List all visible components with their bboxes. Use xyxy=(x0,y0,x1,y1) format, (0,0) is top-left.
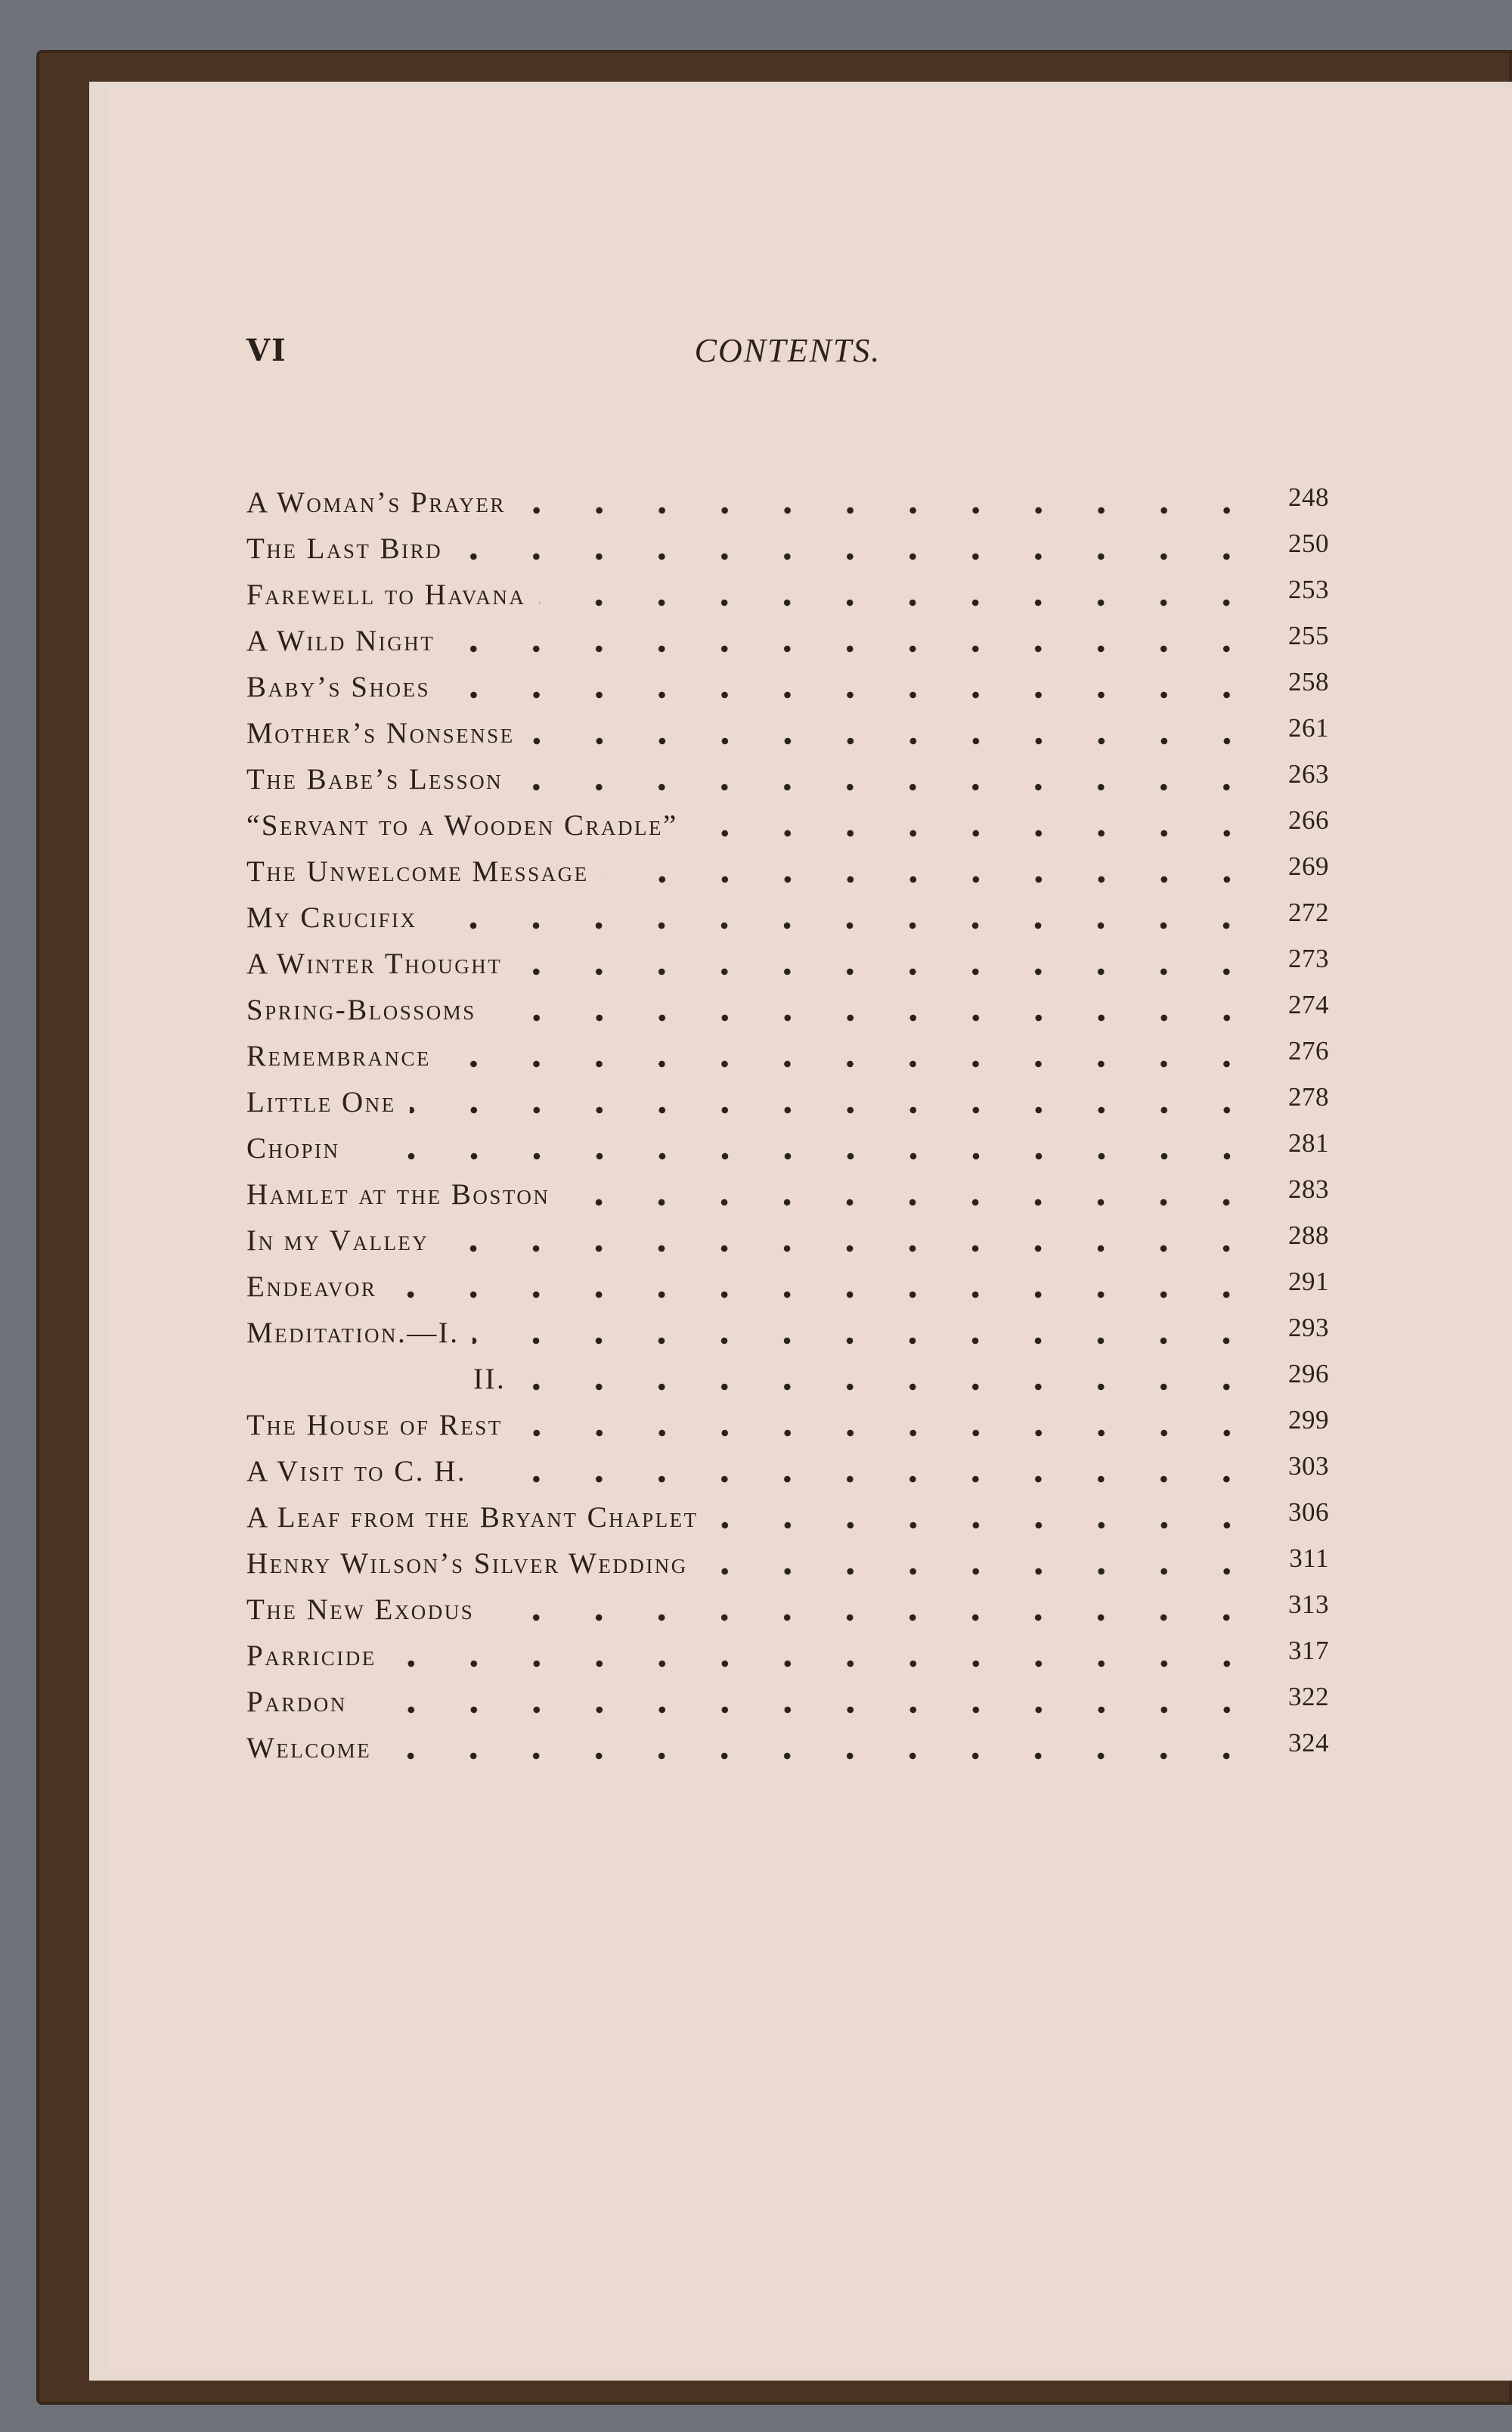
toc-entry xyxy=(246,526,1329,572)
toc-entry xyxy=(246,895,1329,941)
toc-entry xyxy=(246,1218,1329,1264)
dot-leader xyxy=(516,1428,1258,1438)
toc-entry-page: 291 xyxy=(1288,1266,1329,1296)
toc-entry-page: 311 xyxy=(1289,1543,1329,1573)
toc-entry xyxy=(246,987,1329,1033)
toc-entry-page: 255 xyxy=(1288,620,1329,650)
toc-entry-title: Hamlet at the Boston xyxy=(246,1177,563,1211)
toc-entry xyxy=(246,1310,1329,1356)
toc-entry-title: A Visit to C. H. xyxy=(246,1454,480,1488)
toc-entry-title: The Last Bird xyxy=(246,532,456,566)
dot-leader xyxy=(361,1705,1258,1714)
dot-leader xyxy=(472,1336,1258,1345)
toc-entry xyxy=(246,1033,1329,1079)
dot-leader xyxy=(448,644,1258,653)
dot-leader xyxy=(390,1290,1258,1299)
toc-entry xyxy=(246,1587,1329,1633)
toc-entry-title: The Unwelcome Message xyxy=(246,855,603,889)
dot-leader xyxy=(516,783,1258,792)
toc-entry-title: Spring-Blossoms xyxy=(246,993,490,1027)
dot-leader xyxy=(516,967,1258,976)
toc-entry-page: 263 xyxy=(1288,758,1329,789)
toc-entry-title: Pardon xyxy=(246,1685,361,1719)
toc-entry-title: A Leaf from the Bryant Chaplet xyxy=(246,1500,712,1534)
toc-entry xyxy=(246,664,1329,710)
toc-entry-title: Henry Wilson’s Silver Wedding xyxy=(246,1546,702,1580)
dot-leader xyxy=(712,1521,1258,1530)
dot-leader xyxy=(519,506,1258,515)
toc-entry-title: Meditation.—I. xyxy=(246,1316,472,1350)
toc-entry-title: The New Exodus xyxy=(246,1593,488,1627)
toc-entry-page: 281 xyxy=(1288,1128,1329,1158)
toc-entry-page: 303 xyxy=(1288,1450,1329,1481)
toc-entry xyxy=(246,1679,1329,1725)
toc-entry-page: 266 xyxy=(1288,805,1329,835)
dot-leader xyxy=(385,1751,1258,1760)
dot-leader xyxy=(603,875,1258,884)
toc-entry-title: II. xyxy=(473,1362,519,1396)
toc-entry-title: A Woman’s Prayer xyxy=(246,485,519,520)
toc-entry xyxy=(246,710,1329,756)
toc-entry-page: 276 xyxy=(1288,1035,1329,1066)
page-number: VI xyxy=(246,333,287,368)
toc-entry-page: 261 xyxy=(1288,712,1329,743)
toc-entry xyxy=(246,941,1329,987)
toc-entry xyxy=(246,1356,1329,1402)
dot-leader xyxy=(444,690,1258,700)
dot-leader xyxy=(445,1059,1258,1069)
running-head xyxy=(246,321,1329,381)
toc-entry-title: Little One xyxy=(246,1085,410,1119)
toc-entry-title: Baby’s Shoes xyxy=(246,670,444,704)
dot-leader xyxy=(519,1382,1258,1391)
dot-leader xyxy=(480,1475,1258,1484)
toc-entry-page: 324 xyxy=(1288,1727,1329,1757)
toc-entry-title: The House of Rest xyxy=(246,1408,516,1442)
toc-entry xyxy=(246,1402,1329,1448)
toc-entry-title: Farewell to Havana xyxy=(246,578,539,612)
toc-entry xyxy=(246,572,1329,618)
toc-entry-title: Chopin xyxy=(246,1131,354,1165)
toc-entry-page: 250 xyxy=(1288,528,1329,558)
dot-leader xyxy=(490,1013,1258,1022)
dot-leader xyxy=(539,598,1258,607)
toc-entry-page: 272 xyxy=(1288,897,1329,927)
toc-entry-title: Endeavor xyxy=(246,1270,390,1304)
table-of-contents xyxy=(246,479,1329,1771)
toc-entry-page: 317 xyxy=(1288,1635,1329,1665)
toc-entry-title: Parricide xyxy=(246,1639,390,1673)
toc-entry xyxy=(246,618,1329,664)
toc-entry-page: 258 xyxy=(1288,666,1329,696)
toc-entry xyxy=(246,1448,1329,1494)
toc-entry-page: 306 xyxy=(1288,1497,1329,1527)
toc-entry-title: My Crucifix xyxy=(246,901,430,935)
toc-entry-page: 274 xyxy=(1288,989,1329,1019)
dot-leader xyxy=(430,921,1258,930)
toc-entry-page: 253 xyxy=(1288,574,1329,604)
toc-entry xyxy=(246,1125,1329,1171)
toc-entry-title: A Wild Night xyxy=(246,624,448,658)
dot-leader xyxy=(390,1659,1258,1668)
toc-entry xyxy=(246,1633,1329,1679)
toc-entry-title: In my Valley xyxy=(246,1224,442,1258)
toc-entry xyxy=(246,1079,1329,1125)
toc-entry xyxy=(246,1171,1329,1218)
toc-entry xyxy=(246,802,1329,848)
dot-leader xyxy=(442,1244,1258,1253)
toc-entry-page: 313 xyxy=(1288,1589,1329,1619)
toc-entry-page: 293 xyxy=(1288,1312,1329,1342)
dot-leader xyxy=(702,1567,1258,1576)
toc-entry xyxy=(246,1494,1329,1540)
dot-leader xyxy=(488,1613,1258,1622)
dot-leader xyxy=(563,1198,1258,1207)
dot-leader xyxy=(692,829,1258,838)
dot-leader xyxy=(410,1106,1258,1115)
dot-leader xyxy=(456,552,1258,561)
dot-leader xyxy=(354,1152,1258,1161)
toc-entry-page: 288 xyxy=(1288,1220,1329,1250)
toc-entry xyxy=(246,756,1329,802)
toc-entry-title: Remembrance xyxy=(246,1039,445,1073)
toc-entry xyxy=(246,479,1329,526)
toc-entry-page: 296 xyxy=(1288,1358,1329,1388)
toc-entry xyxy=(246,1725,1329,1771)
toc-entry xyxy=(246,1264,1329,1310)
toc-entry-title: Welcome xyxy=(246,1731,385,1765)
toc-entry-title: A Winter Thought xyxy=(246,947,516,981)
dot-leader xyxy=(528,737,1258,746)
toc-entry xyxy=(246,848,1329,895)
toc-entry-page: 248 xyxy=(1288,482,1329,512)
toc-entry-page: 273 xyxy=(1288,943,1329,973)
toc-entry-page: 299 xyxy=(1288,1404,1329,1435)
toc-entry-page: 322 xyxy=(1288,1681,1329,1711)
contents-heading: CONTENTS. xyxy=(694,332,881,369)
toc-entry-title: The Babe’s Lesson xyxy=(246,762,516,796)
toc-entry xyxy=(246,1540,1329,1587)
toc-entry-page: 283 xyxy=(1288,1174,1329,1204)
toc-entry-title: “Servant to a Wooden Cradle” xyxy=(246,808,692,842)
toc-entry-page: 278 xyxy=(1288,1081,1329,1112)
toc-entry-page: 269 xyxy=(1288,851,1329,881)
toc-entry-title: Mother’s Nonsense xyxy=(246,716,528,750)
